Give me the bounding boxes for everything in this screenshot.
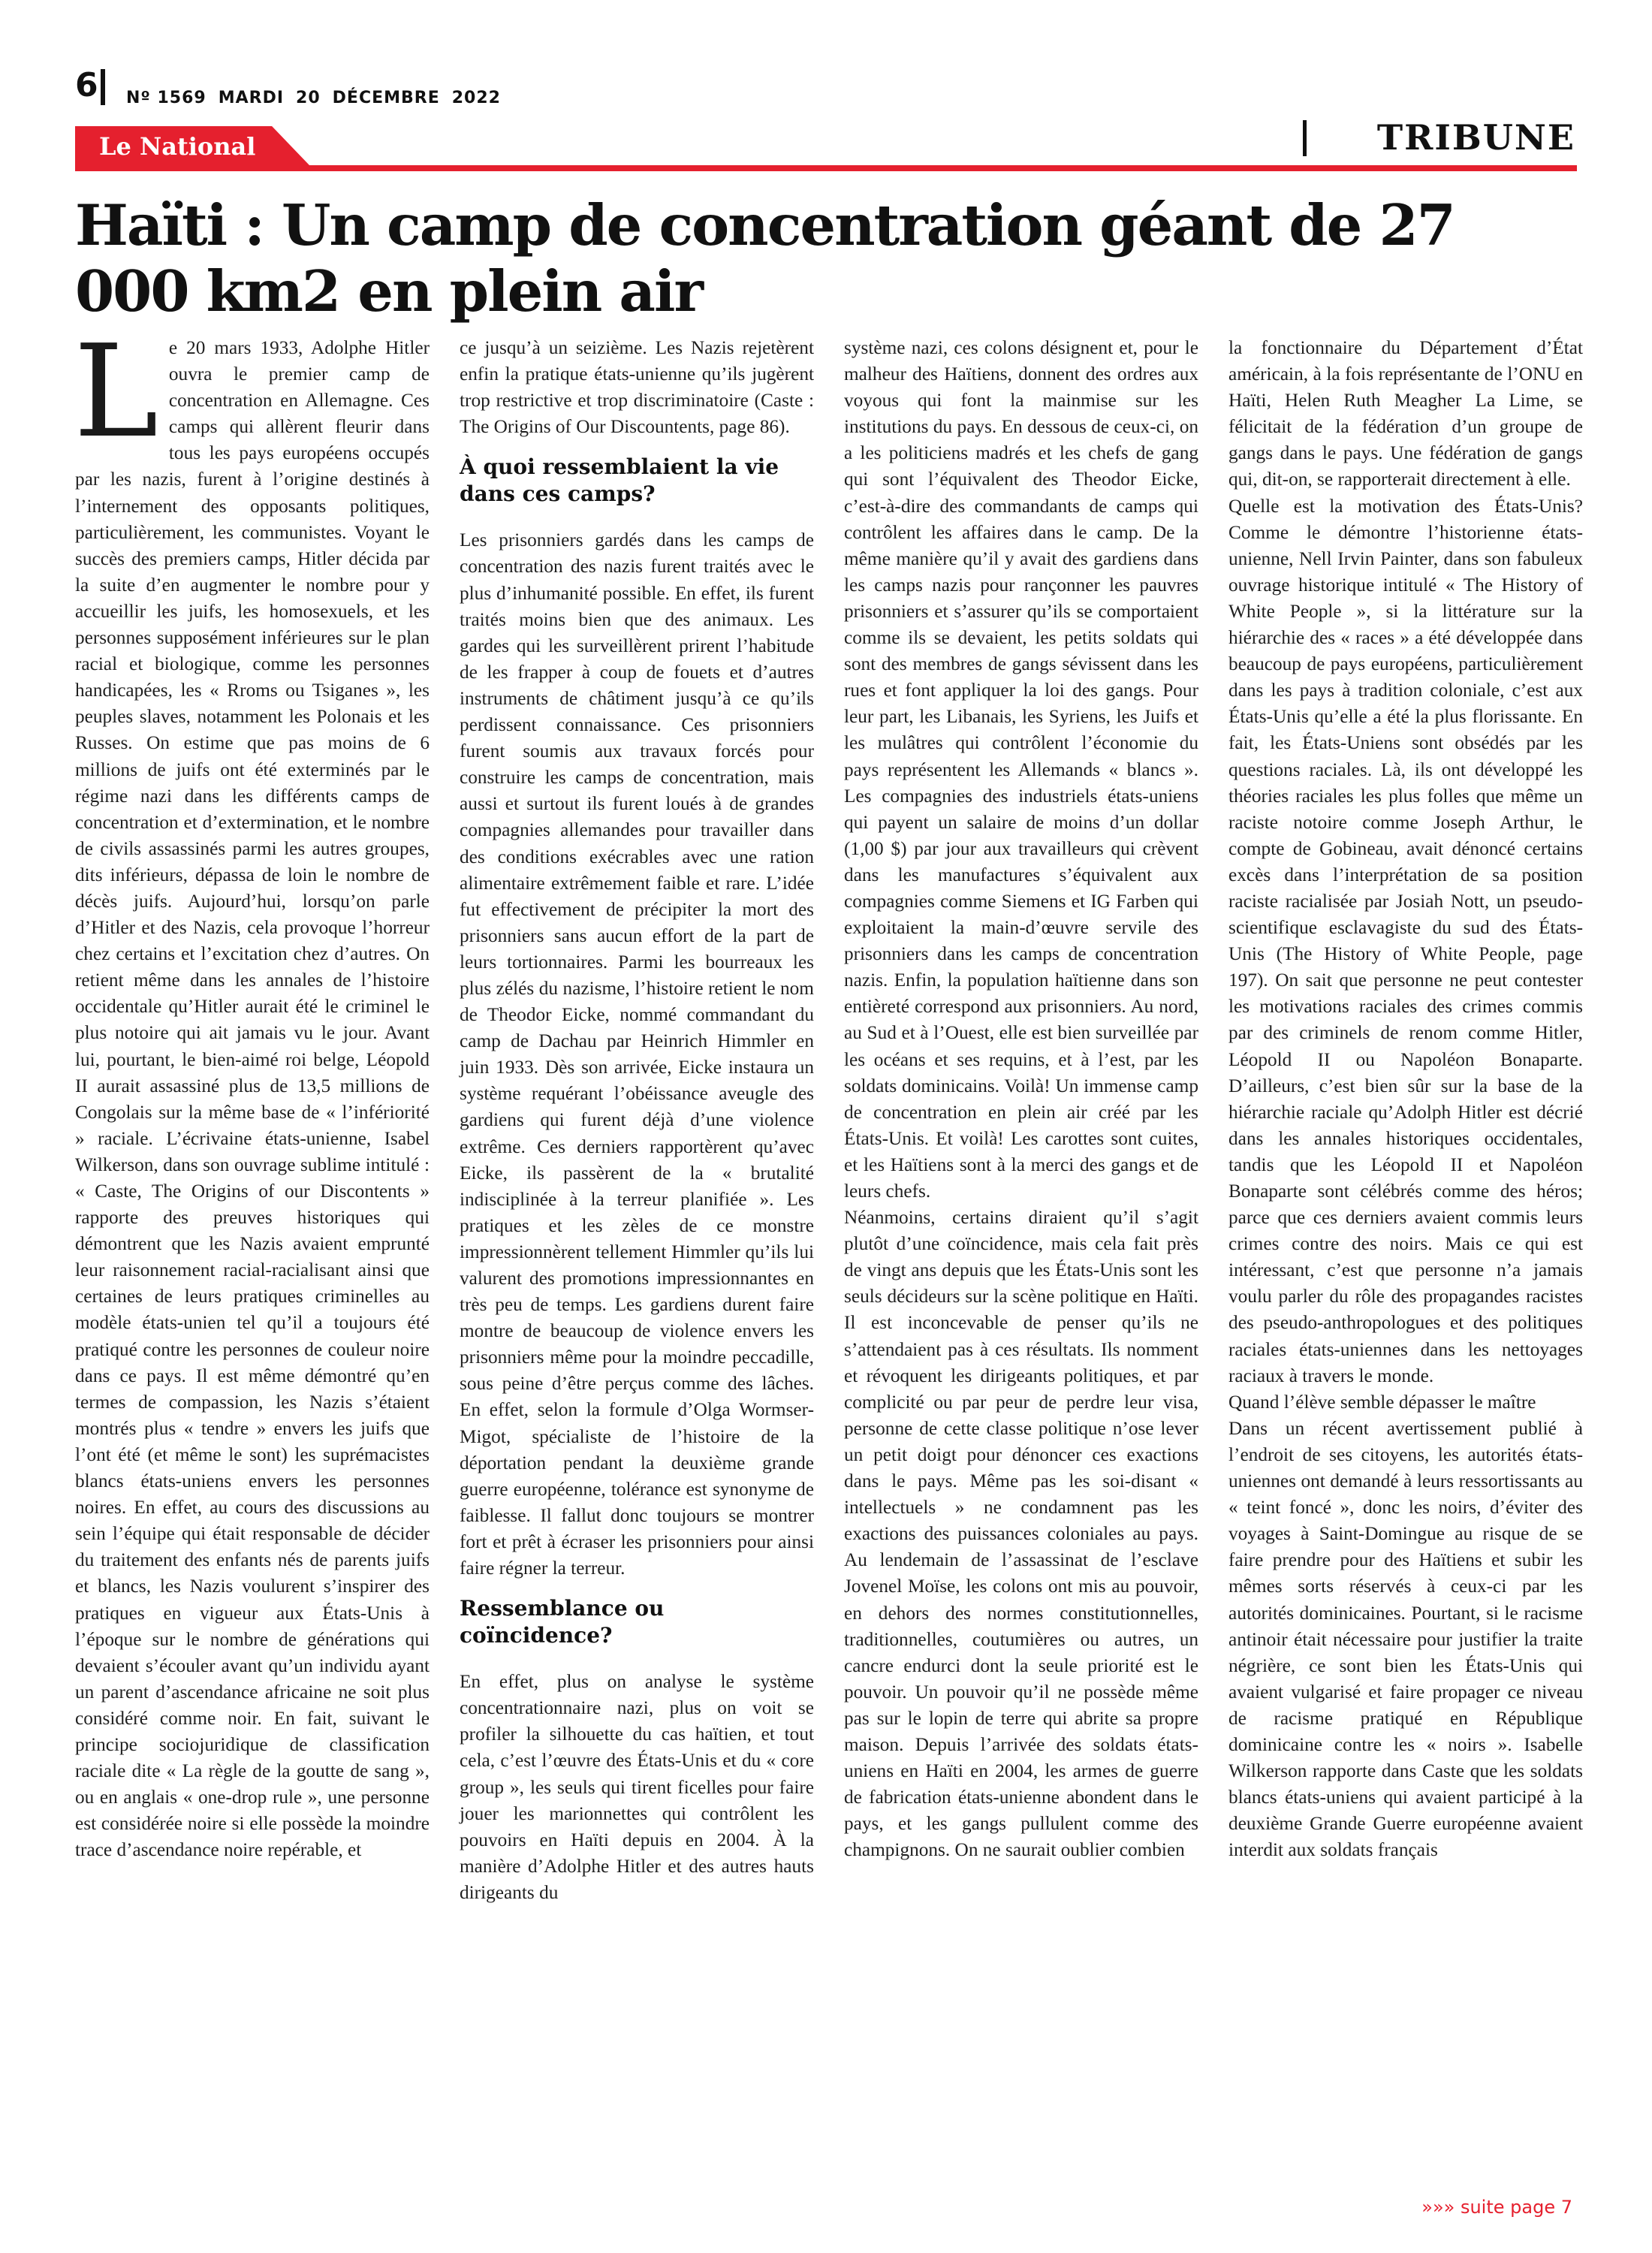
issue-number: Nº 1569	[126, 89, 206, 107]
issue-info	[126, 89, 513, 107]
page-header	[0, 0, 1652, 173]
issue-month: DÉCEMBRE	[332, 89, 440, 107]
subheading: À quoi ressemblaient la vie dans ces camps?	[460, 454, 779, 507]
drop-cap: L	[74, 318, 158, 466]
paragraph: Quelle est la motivation des États-Unis? Comme le démontre l’historienne états-unienne, Nell Irvin Painter, dans son fabuleux ouvrage historique intitulé « The History of White People », si la littérature sur la hiérarchie des « races » a été développée dans beaucoup de pays européens, particulièrement dans les pays à tradition coloniale, c’est aux États-Unis qu’elle a été la plus florissante. En fait, les États-Uniens sont obsédés par les questions raciales. Là, ils ont développé les théories raciales les plus folles que même un raciste notoire comme Joseph Arthur, le compte de Gobineau, avait dénoncé certains excès dans l’interprétation de sa position raciste racialisée par Josiah Nott, un pseudo-scientifique esclavagiste du sud des États-Unis (The History of White People, page 197). On sait que personne ne peut contester les motivations raciales des crimes commis par des criminels de renom comme Hitler, Léopold II ou Napoléon Bonaparte. D’ailleurs, c’est bien sûr sur la base de la hiérarchie raciale qu’Adolph Hitler est décrié dans les annales historiques occidentales, tandis que les Léopold II et Napoléon Bonaparte sont célébrés comme des héros; parce que ces derniers avaient commis leurs crimes contre des noirs. Mais ce qui est intéressant, c’est que personne n’a jamais voulu parler du rôle des propagandes racistes des pseudo-anthropologues et des politiques raciales états-uniennes dans les nettoyages raciaux à travers le monde.	[1228, 495, 1583, 1386]
brand-logo: Le National	[99, 132, 256, 161]
section-label: TRIBUNE	[1376, 117, 1575, 158]
paragraph: ce jusqu’à un seizième. Les Nazis rejetèrent enfin la pratique états-unienne qu’ils jugèrent trop restrictive et trop discriminatoire (Caste : The Origins of Our Discountents, page 86).	[460, 337, 814, 438]
issue-year: 2022	[451, 89, 501, 107]
section-divider	[1303, 120, 1307, 156]
paragraph: Dans un récent avertissement publié à l’endroit de ses citoyens, les autorités états-uniennes ont demandé à leurs ressortissants au « teint foncé », donc les noirs, d’éviter des voyages à Saint-Domingue au risque de se faire prendre pour des Haïtiens et subir les mêmes sorts réservés à ceux-ci par les autorités dominicaines. Pourtant, si le racisme antinoir était nécessaire pour justifier la traite négrière, ce sont bien les États-Unis qui avaient vulgarisé et faire propager ce niveau de racisme pratiqué en République dominicaine contre les « noirs ». Isabelle Wilkerson rapporte dans Caste que les soldats blancs états-uniens qui avaient participé à la deuxième Grande Guerre européenne avaient interdit aux soldats français	[1228, 1417, 1583, 1861]
paragraph: En effet, plus on analyse le système concentrationnaire nazi, plus on voit se profiler la silhouette du cas haïtien, et tout cela, c’est l’œuvre des États-Unis et du « core group », les seuls qui tirent ficelles pour faire jouer les marionnettes qui contrôlent les pouvoirs en Haïti depuis en 2004. À la manière d’Adolphe Hitler et des autres hauts dirigeants du	[460, 1671, 814, 1903]
page-number: 6	[75, 66, 98, 104]
column-1	[74, 318, 430, 2167]
header-rule	[75, 165, 1577, 171]
paragraph: Néanmoins, certains diraient qu’il s’agit plutôt d’une coïncidence, mais cela fait près de vingt ans depuis que les États-Unis sont les seuls décideurs sur la scène politique en Haïti. Il est inconcevable de penser qu’ils ne s’attendaient pas à ces résultats. Ils nomment et révoquent les dirigeants politiques, et par complicité ou par peur de perdre leur visa, personne de cette classe politique n’ose lever un petit doigt pour dénoncer ces exactions dans le pays. Même pas les soi-disant « intellectuels » ne condamnent pas les exactions des puissances coloniales au pays. Au lendemain de l’assassinat de l’esclave Jovenel Moïse, les colons ont mis au pouvoir, en dehors des normes constitutionnelles, traditionnelles, coutumières ou autres, un cancre endurci dont la seule priorité est le pouvoir. Un pouvoir qu’il ne possède même pas sur le lopin de terre qui abrite sa propre maison. Depuis l’arrivée des soldats états-uniens en Haïti en 2004, les armes de guerre de fabrication états-unienne abondent dans le pays, et les gangs pullulent comme des champignons. On ne saurait oublier combien	[844, 1207, 1198, 1861]
paragraph: Les prisonniers gardés dans les camps de concentration des nazis furent traités avec le plus d’inhumanité possible. En effet, ils furent traités moins bien que des animaux. Les gardes qui les surveillèrent prirent l’habitude de les frapper à coup de fouets et d’autres instruments de châtiment jusqu’à ce qu’ils perdissent connaissance. Ces prisonniers furent soumis aux travaux forcés pour construire les camps de concentration, mais aussi et surtout ils furent loués à de grandes compagnies allemandes pour travailler dans des conditions exécrables avec une ration alimentaire extrêmement faible et rare. L’idée fut effectivement de précipiter la mort des prisonniers sans aucun effort de la part de leurs tortionnaires. Parmi les bourreaux les plus zélés du nazisme, l’histoire retient le nom de Theodor Eicke, nommé commandant du camp de Dachau par Heinrich Himmler en juin 1933. Dès son arrivée, Eicke instaura un système requérant l’obéissance aveugle des gardiens qui furent déjà d’une violence extrême. Ces derniers rapportèrent qu’avec Eicke, ils passèrent de la « brutalité indisciplinée à la terreur planifiée ». Les pratiques et les zèles de ce monstre impressionnèrent tellement Himmler qu’ils lui valurent des promotions impressionnantes en très peu de temps. Les gardiens durent faire montre de beaucoup de violence envers les prisonniers même pour la moindre peccadille, sous peine d’être perçus comme des lâches. En effet, selon la formule d’Olga Wormser-Migot, spécialiste de l’histoire de la déportation pendant la deuxième grande guerre européenne, tolérance est synonyme de faiblesse. Il fallut donc toujours se montrer fort et prêt à écraser les prisonniers pour ainsi faire régner la terreur.	[460, 529, 814, 1579]
paragraph-text: e 20 mars 1933, Adolphe Hitler ouvra le premier camp de concentration en Allemagne. Ces camps qui allèrent fleurir dans tous les pays européens occupés par les nazis, furent à l’origine destinés à l’internement des opposants politiques, particulièrement, les communistes. Voyant le succès des premiers camps, Hitler décida par la suite d’en augmenter le nombre pour y accueillir les juifs, les homosexuels, et les personnes supposément inférieures sur le plan racial et biologique, comme les personnes handicapées, les « Rroms ou Tsiganes », les peuples slaves, notamment les Polonais et les Russes. On estime que pas moins de 6 millions de juifs ont été exterminés par le régime nazi dans les différents camps de concentration et d’extermination, et le nombre de civils assassinés parmi les autres groupes, dits inférieurs, dépassa de loin le nombre de décès juifs. Aujourd’hui, lorsqu’on parle d’Hitler et des Nazis, cela provoque l’horreur chez certains et l’excitation chez d’autres. On retient même dans les annales de l’histoire occidentale qu’Hitler aurait été le criminel le plus notoire qui ait jamais vu le jour. Avant lui, pourtant, le bien-aimé roi belge, Léopold II aurait assassiné plus de 13,5 millions de Congolais sur la même base de « l’infériorité » raciale. L’écrivaine états-unienne, Isabel Wilkerson, dans son ouvrage sublime intitulé : « Caste, The Origins of our Discontents » rapporte des preuves historiques qui démontrent que les Nazis avaient emprunté leur raisonnement racial-racialisant ainsi que certaines de leurs pratiques criminelles au modèle états-unien tel qu’il a toujours été pratiqué contre les personnes de couleur noire dans ce pays. Il est même démontré qu’en termes de compassion, les Nazis s’étaient montrés plus « tendre » envers les juifs que l’ont été (et même le sont) les suprémacistes blancs états-uniens envers les personnes noires. En effet, au cours des discussions au sein l’équipe qui était responsable de décider du traitement des enfants nés de parents juifs et blancs, les Nazis voulurent s’inspirer des pratiques en vigueur aux États-Unis à l’époque sur le nombre de générations qui devaient s’écouler avant qu’un individu ayant un parent d’ascendance africaine ne soit plus considéré comme noir. En fait, suivant le principe sociojuridique de classification raciale dite « La règle de la goutte de sang », ou en anglais « one-drop rule », une personne est considérée noire si elle possède la moindre trace d’ascendance noire repérable, et	[75, 337, 430, 1861]
issue-day: 20	[296, 89, 321, 107]
continued-link[interactable]: »»» suite page 7	[1421, 2197, 1572, 2218]
paragraph: la fonctionnaire du Département d’État américain, à la fois représentante de l’ONU en Haïti, Helen Ruth Meagher La Lime, se félicitait de la fédération d’un groupe de gangs dans le pays. Une fédération de gangs qui, dit-on, se rapporterait directement à elle.	[1228, 337, 1583, 490]
page-number-divider	[101, 69, 105, 105]
subheading: Ressemblance ou coïncidence?	[460, 1596, 665, 1648]
column-4	[1228, 335, 1583, 2167]
paragraph: système nazi, ces colons désignent et, pour le malheur des Haïtiens, donnent des ordres aux voyous qui font la mainmise sur les institutions du pays. En dessous de ceux-ci, on a les politiciens madrés et les chefs de gang qui sont l’équivalent des Theodor Eicke, c’est-à-dire des commandants de camps qui contrôlent les affaires dans le camp. De la même manière qu’il y avait des gardiens dans les camps nazis pour rançonner les pauvres prisonniers et s’assurer qu’ils se comportaient comme ils se devaient, les petits soldats qui sont des membres de gangs sévissent dans les rues et font appliquer la loi des gangs. Pour leur part, les Libanais, les Syriens, les Juifs et les mulâtres qui contrôlent l’économie du pays représentent les Allemands « blancs ». Les compagnies des industriels états-uniens qui payent un salaire de moins d’un dollar (1,00 $) par jour aux travailleurs qui crèvent dans les manufactures s’équivalent aux compagnies comme Siemens et IG Farben qui exploitaient la main-d’œuvre servile des prisonniers dans les camps de concentration nazis. Enfin, la population haïtienne dans son entièreté correspond aux prisonniers. Au nord, au Sud et à l’Ouest, elle est bien surveillée par les océans et ses requins, et à l’est, par les soldats dominicains. Voilà! Un immense camp de concentration en plein air créé par les États-Unis. Et voilà! Les carottes sont cuites, et les Haïtiens sont à la merci des gangs et de leurs chefs.	[844, 337, 1198, 1202]
inline-subheading: Quand l’élève semble dépasser le maître	[1228, 1391, 1536, 1413]
paragraph	[74, 318, 430, 1863]
article-body	[74, 318, 1584, 2167]
article-headline: Haïti : Un camp de concentration géant de 27 000 km2 en plein air	[75, 192, 1455, 324]
issue-weekday: MARDI	[218, 89, 285, 107]
column-2	[460, 335, 814, 2167]
column-3	[844, 335, 1198, 2167]
